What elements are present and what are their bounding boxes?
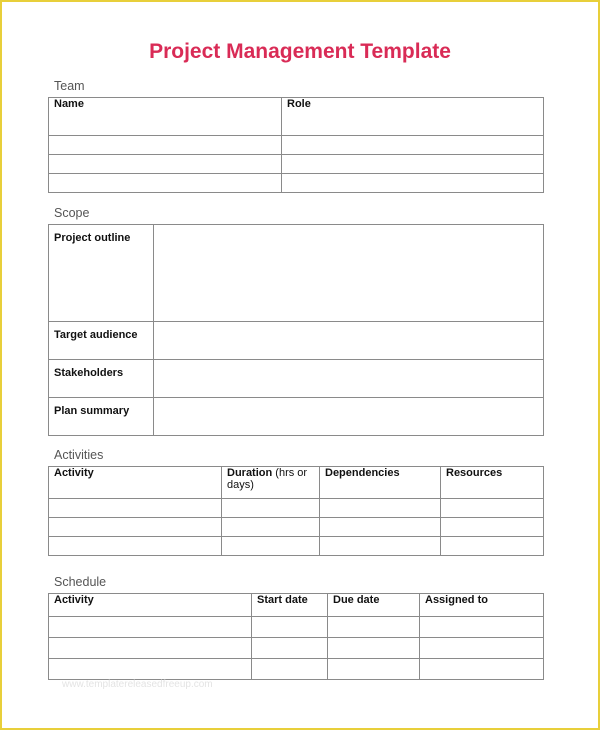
activities-cell[interactable]	[320, 518, 441, 537]
schedule-header-assigned-to: Assigned to	[420, 594, 544, 617]
team-header-row	[49, 98, 544, 136]
scope-label-project-outline: Project outline	[49, 225, 154, 322]
team-cell-name[interactable]	[49, 136, 282, 155]
team-cell-name[interactable]	[49, 155, 282, 174]
activities-header-duration-unit: (hrs or days)	[227, 467, 308, 491]
activities-cell[interactable]	[441, 537, 544, 556]
activities-header-duration-main: Duration	[227, 467, 273, 479]
table-row	[49, 136, 544, 155]
schedule-cell[interactable]	[252, 638, 328, 659]
table-row	[49, 322, 544, 360]
team-label: Team	[54, 79, 85, 93]
scope-table	[48, 224, 544, 436]
activities-header-resources: Resources	[441, 467, 544, 499]
schedule-cell[interactable]	[328, 659, 420, 680]
team-header-name: Name	[49, 98, 282, 136]
activities-cell[interactable]	[49, 499, 222, 518]
schedule-header-activity: Activity	[49, 594, 252, 617]
activities-header-dependencies: Dependencies	[320, 467, 441, 499]
activities-header-activity: Activity	[49, 467, 222, 499]
table-row	[49, 398, 544, 436]
schedule-cell[interactable]	[420, 617, 544, 638]
schedule-table	[48, 593, 544, 680]
team-cell-role[interactable]	[282, 174, 544, 193]
activities-cell[interactable]	[441, 518, 544, 537]
activities-label: Activities	[54, 448, 104, 462]
watermark: www.templatereleasedfreeup.com	[62, 679, 213, 690]
schedule-cell[interactable]	[328, 638, 420, 659]
activities-header-duration	[222, 467, 320, 499]
scope-label-stakeholders: Stakeholders	[49, 360, 154, 398]
activities-cell[interactable]	[320, 499, 441, 518]
activities-table	[48, 466, 544, 556]
scope-value-plan-summary[interactable]	[154, 398, 544, 436]
schedule-cell[interactable]	[49, 638, 252, 659]
schedule-header-row	[49, 594, 544, 617]
table-row	[49, 638, 544, 659]
table-row	[49, 174, 544, 193]
scope-label-target-audience: Target audience	[49, 322, 154, 360]
table-row	[49, 537, 544, 556]
team-cell-name[interactable]	[49, 174, 282, 193]
scope-value-stakeholders[interactable]	[154, 360, 544, 398]
schedule-cell[interactable]	[49, 659, 252, 680]
activities-cell[interactable]	[222, 499, 320, 518]
schedule-cell[interactable]	[420, 638, 544, 659]
table-row	[49, 499, 544, 518]
table-row	[49, 225, 544, 322]
page-title: Project Management Template	[149, 40, 451, 63]
team-header-role: Role	[282, 98, 544, 136]
table-row	[49, 518, 544, 537]
schedule-cell[interactable]	[49, 617, 252, 638]
schedule-cell[interactable]	[252, 659, 328, 680]
schedule-cell[interactable]	[328, 617, 420, 638]
activities-cell[interactable]	[320, 537, 441, 556]
table-row	[49, 659, 544, 680]
activities-cell[interactable]	[49, 537, 222, 556]
activities-cell[interactable]	[222, 537, 320, 556]
table-row	[49, 617, 544, 638]
team-table	[48, 97, 544, 193]
activities-cell[interactable]	[222, 518, 320, 537]
schedule-header-start-date: Start date	[252, 594, 328, 617]
schedule-cell[interactable]	[252, 617, 328, 638]
table-row	[49, 360, 544, 398]
scope-value-target-audience[interactable]	[154, 322, 544, 360]
table-row	[49, 155, 544, 174]
activities-cell[interactable]	[441, 499, 544, 518]
scope-label: Scope	[54, 206, 90, 220]
team-cell-role[interactable]	[282, 136, 544, 155]
schedule-label: Schedule	[54, 575, 107, 589]
activities-header-row	[49, 467, 544, 499]
scope-value-project-outline[interactable]	[154, 225, 544, 322]
team-cell-role[interactable]	[282, 155, 544, 174]
schedule-header-due-date: Due date	[328, 594, 420, 617]
scope-label-plan-summary: Plan summary	[49, 398, 154, 436]
activities-cell[interactable]	[49, 518, 222, 537]
schedule-cell[interactable]	[420, 659, 544, 680]
